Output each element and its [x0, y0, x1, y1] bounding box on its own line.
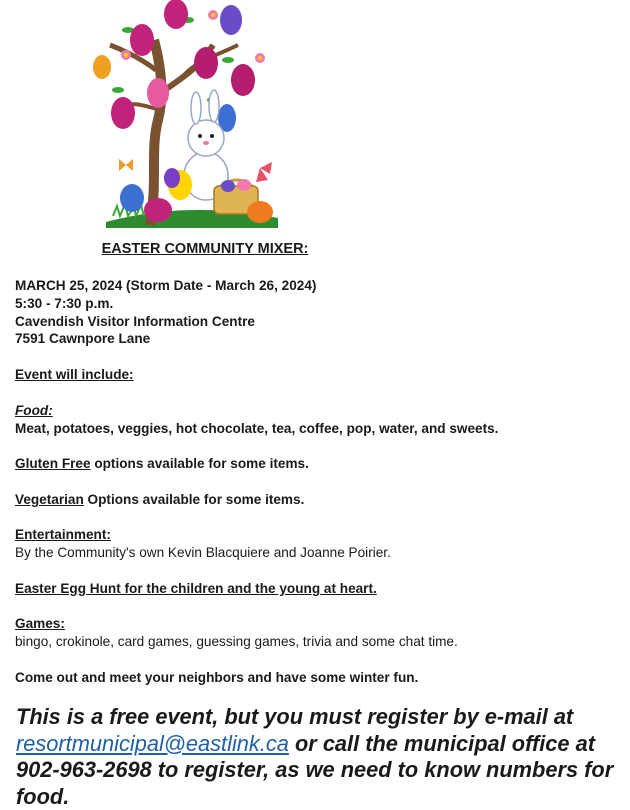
games-section [15, 615, 458, 651]
email-link[interactable]: resortmunicipal@eastlink.ca [16, 730, 289, 756]
gluten-free-line [15, 455, 309, 473]
vegetarian-text: Options available for some items. [83, 492, 305, 507]
easter-bunny-illustration [88, 0, 288, 232]
vegetarian-label: Vegetarian [15, 492, 84, 507]
vegetarian-line [15, 491, 304, 509]
register-text-start: This is a free event, but you must register by e-mail at [16, 704, 574, 729]
closing-line: Come out and meet your neighbors and have some winter fun. [15, 670, 419, 685]
event-date: MARCH 25, 2024 (Storm Date - March 26, 2024) [15, 278, 317, 293]
egg-hunt-line: Easter Egg Hunt for the children and the young at heart. [15, 581, 377, 596]
food-section [15, 402, 498, 438]
gluten-free-label: Gluten Free [15, 456, 91, 471]
register-text-end: or call the municipal office at 902-963-2698 to register, as we need to know numbers for food. [16, 730, 614, 809]
entertainment-text: By the Community's own Kevin Blacquiere and Joanne Poirier. [15, 544, 391, 560]
food-label: Food: [15, 403, 53, 418]
gluten-free-text: options available for some items. [90, 456, 309, 471]
event-venue: Cavendish Visitor Information Centre [15, 313, 255, 329]
event-details [15, 277, 316, 348]
entertainment-section [15, 526, 391, 562]
games-label: Games: [15, 616, 65, 631]
event-time: 5:30 - 7:30 p.m. [15, 295, 114, 311]
event-title: EASTER COMMUNITY MIXER: [101, 241, 309, 257]
registration-notice [16, 704, 621, 810]
food-text: Meat, potatoes, veggies, hot chocolate, tea, coffee, pop, water, and sweets. [15, 420, 499, 436]
event-address: 7591 Cawnpore Lane [15, 331, 151, 347]
includes-heading: Event will include: [15, 367, 134, 382]
entertainment-label: Entertainment: [15, 527, 111, 542]
games-text: bingo, crokinole, card games, guessing games, trivia and some chat time. [15, 633, 458, 649]
